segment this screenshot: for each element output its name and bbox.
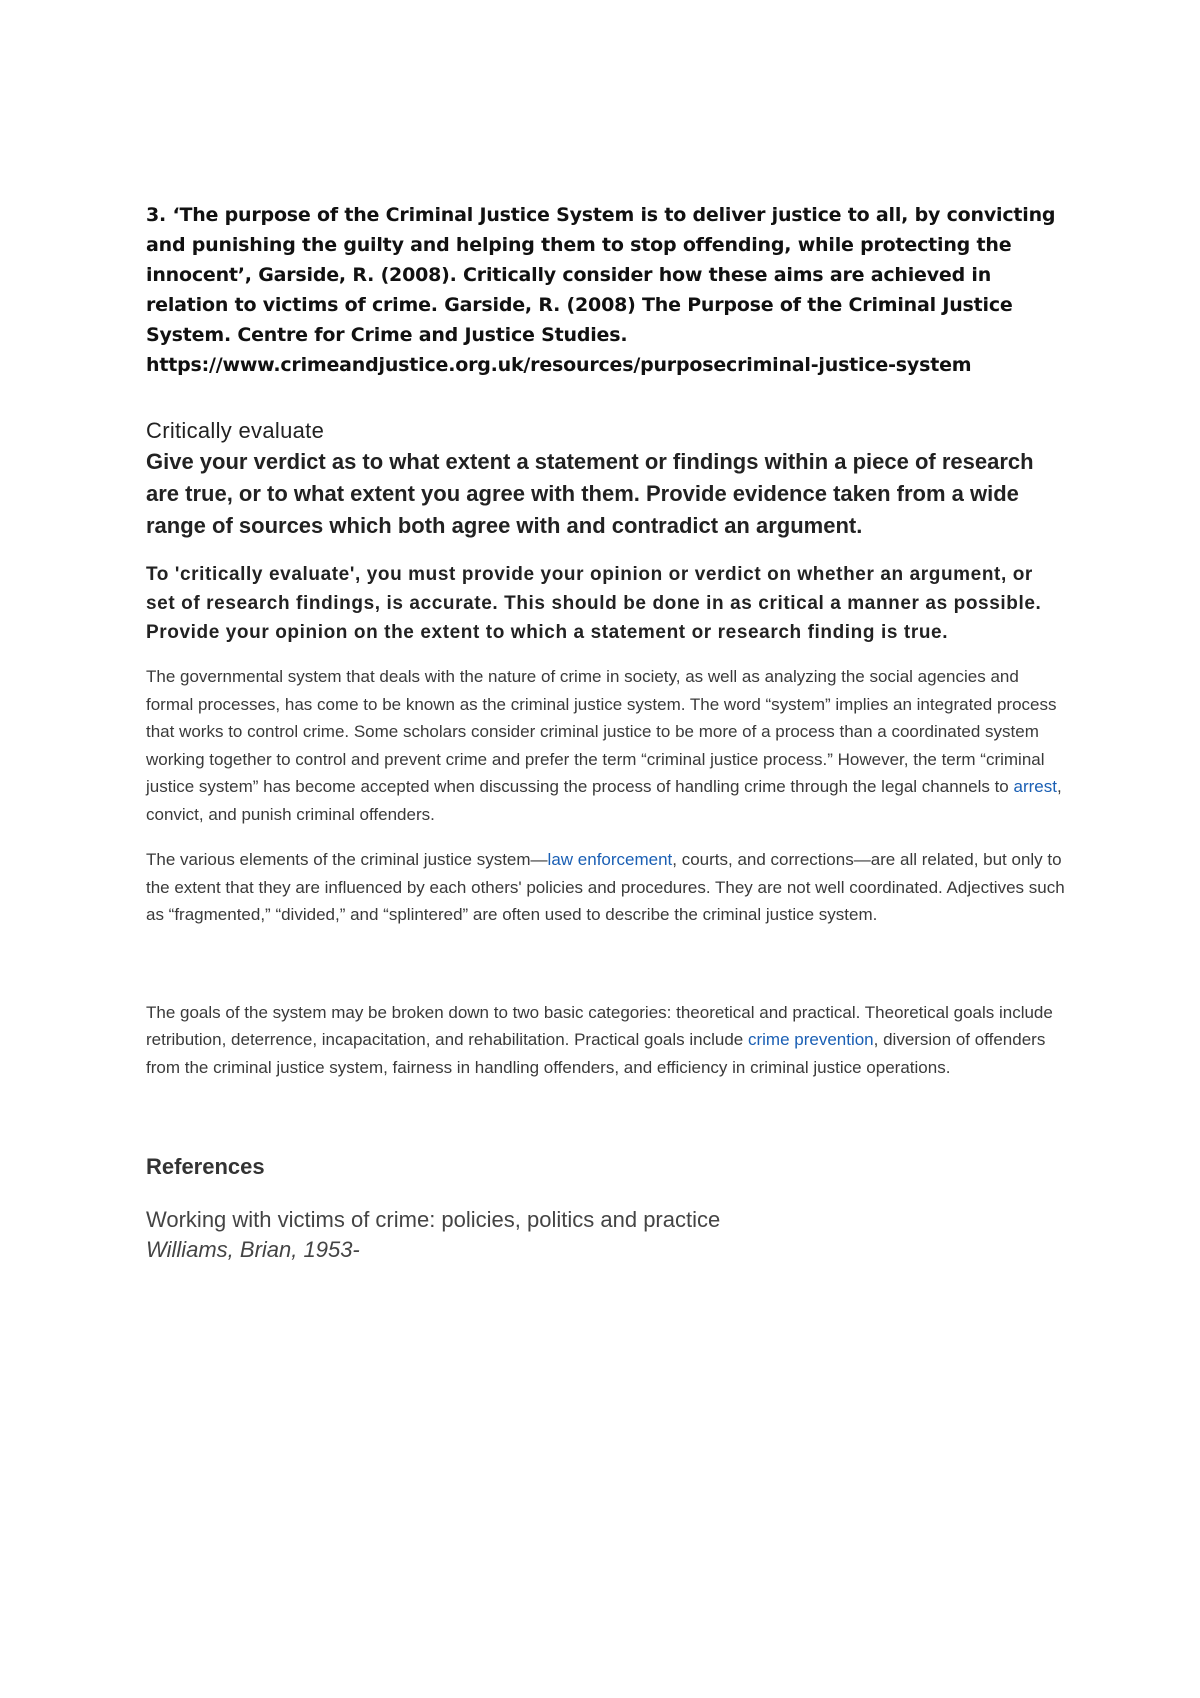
paragraph-text: The goals of the system may be broken down to two basic categories: theoretical and practical. Theoretical goals include retribution, deterrence, incapacitation, and rehabilitation. Practical goals include bbox=[146, 1002, 1053, 1049]
reference-title: Working with victims of crime: policies, politics and practice bbox=[146, 1207, 721, 1232]
critically-evaluate-detail: To 'critically evaluate', you must provide your opinion or verdict on whether an argument, or set of research findings, is accurate. This should be done in as critical a manner as possible. Provide your opinion on the extent to which a statement or research finding is true. bbox=[146, 564, 1042, 643]
body-paragraph-1 bbox=[146, 663, 1066, 828]
paragraph-text: The various elements of the criminal justice system— bbox=[146, 850, 548, 869]
critically-evaluate-intro: Give your verdict as to what extent a statement or findings within a piece of research are true, or to what extent you agree with them. Provide evidence taken from a wide range of sources which both agree with and contradict an argument. bbox=[146, 449, 1034, 538]
arrest-link[interactable]: arrest bbox=[1013, 777, 1057, 796]
body-paragraph-3 bbox=[146, 999, 1066, 1082]
body-paragraph-2 bbox=[146, 846, 1066, 929]
paragraph-text: The governmental system that deals with the nature of crime in society, as well as analyzing the social agencies and formal processes, has come to be known as the criminal justice system. The word “system” implies an integrated process that works to control crime. Some scholars consider criminal justice to be more of a process than a coordinated system working together to control and prevent crime and prefer the term “criminal justice process.” However, the term “criminal justice system” has become accepted when discussing the process of handling crime through the legal channels to bbox=[146, 667, 1057, 796]
law-enforcement-link[interactable]: law enforcement bbox=[547, 850, 673, 869]
reference-author: Williams, Brian, 1953- bbox=[146, 1237, 360, 1262]
critically-evaluate-heading: Critically evaluate bbox=[146, 418, 325, 443]
blank-space bbox=[146, 947, 1066, 999]
critically-evaluate-section bbox=[146, 418, 1066, 647]
paragraph-text: , convict, and punish criminal offenders. bbox=[146, 777, 1062, 824]
document-page bbox=[146, 200, 1066, 1265]
references-section bbox=[146, 1153, 1066, 1265]
paragraph-text: , diversion of offenders from the criminal justice system, fairness in handling offenders, and efficiency in criminal justice operations. bbox=[146, 1030, 1046, 1077]
crime-prevention-link[interactable]: crime prevention bbox=[747, 1030, 874, 1049]
paragraph-text: , courts, and corrections—are all related, but only to the extent that they are influenced by each others' policies and procedures. They are not well coordinated. Adjectives such as “fragmented,” “divided,” and “splintered” are often used to describe the criminal justice system. bbox=[146, 850, 1065, 924]
blank-space bbox=[146, 1099, 1066, 1153]
assignment-question: 3. ‘The purpose of the Criminal Justice System is to deliver justice to all, by convicting and punishing the guilty and helping them to stop offending, while protecting the innocent’, Garside, R. (2008). Critically consider how these aims are achieved in relation to victims of crime. Garside, R. (2008) The Purpose of the Criminal Justice System. Centre for Crime and Justice Studies. https://www.crimeandjustice.org.uk/resources/purposecriminal-justice-system bbox=[146, 204, 1056, 376]
references-heading: References bbox=[146, 1154, 265, 1179]
